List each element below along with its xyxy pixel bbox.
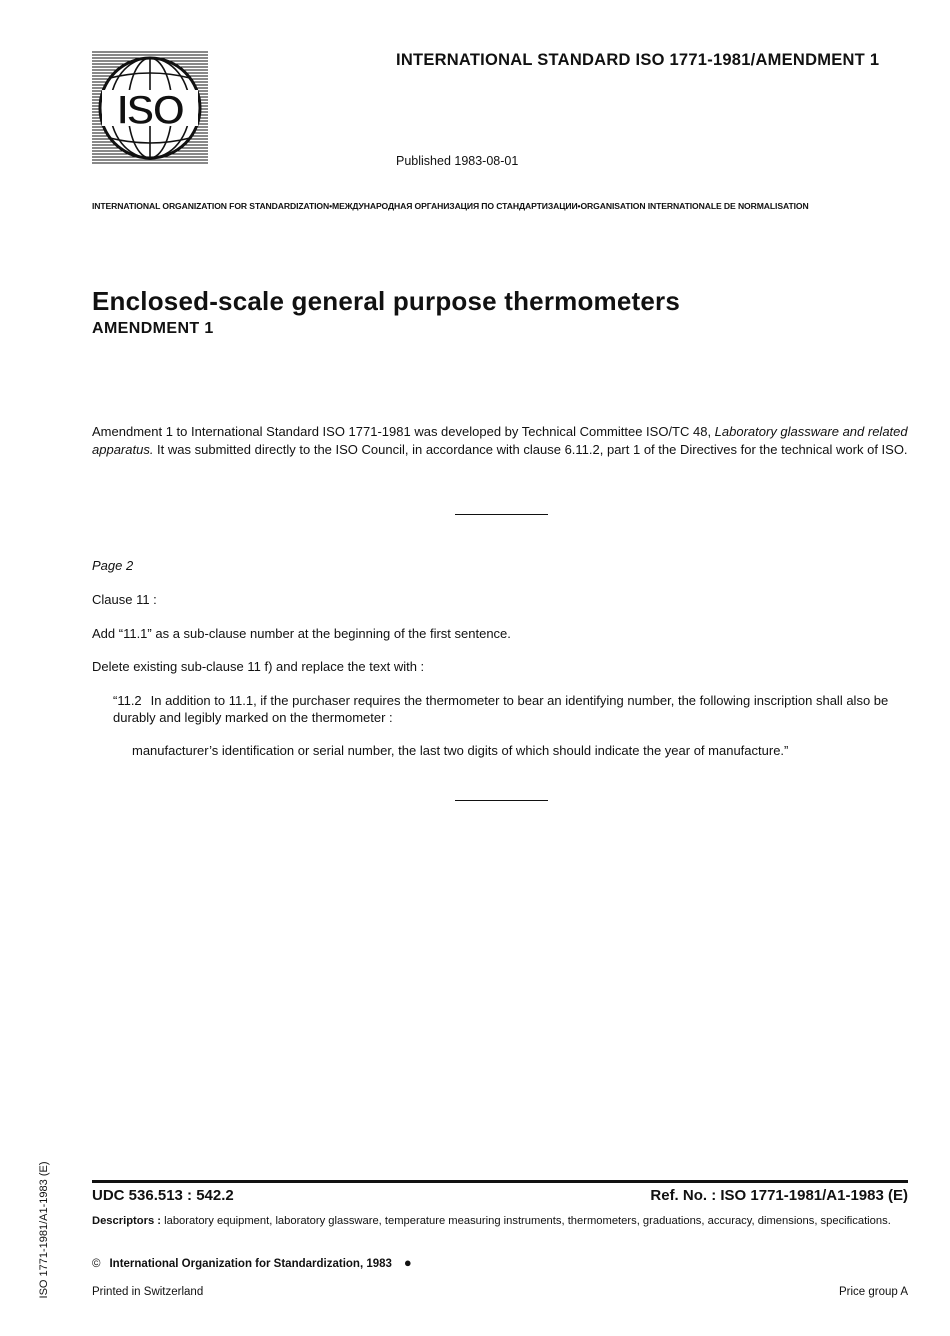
intro-paragraph [92, 423, 910, 459]
standard-id: INTERNATIONAL STANDARD ISO 1771-1981/AMENDMENT 1 [396, 51, 880, 69]
separator-rule [455, 514, 548, 515]
descriptors-label: Descriptors : [92, 1215, 162, 1227]
replacement-clause-number: “11.2 [113, 693, 142, 708]
copyright-symbol: © [92, 1258, 101, 1270]
descriptors [92, 1215, 908, 1228]
footer-rule [92, 1180, 908, 1183]
organization-line: INTERNATIONAL ORGANIZATION FOR STANDARDIZATION•МЕЖДУНАРОДНАЯ ОРГАНИЗАЦИЯ ПО СТАНДАРТИЗАЦИИ•ORGANISATION INTERNATIONALE DE NORMALISATION [92, 201, 809, 211]
printed-in: Printed in Switzerland [92, 1286, 204, 1298]
clause-heading: Clause 11 : [92, 592, 157, 607]
copyright-line [92, 1255, 412, 1270]
iso-logo-text: ISO [116, 86, 184, 133]
page-reference: Page 2 [92, 558, 134, 573]
copyright-text: International Organization for Standardization, 1983 [109, 1258, 392, 1270]
intro-text-2: It was submitted directly to the ISO Council, in accordance with clause 6.11.2, part 1 of the Directives for the technical work of ISO. [153, 442, 908, 457]
price-group: Price group A [838, 1286, 908, 1298]
replacement-inscription: manufacturer’s identification or serial number, the last two digits of which should indicate the year of manufacture.” [132, 743, 789, 758]
delete-instruction: Delete existing sub-clause 11 f) and replace the text with : [92, 659, 425, 674]
reference-number: Ref. No. : ISO 1771-1981/A1-1983 (E) [650, 1187, 908, 1204]
add-instruction: Add “11.1” as a sub-clause number at the beginning of the first sentence. [92, 626, 511, 641]
replacement-clause [113, 692, 910, 726]
separator-rule [455, 800, 548, 801]
published-date: Published 1983-08-01 [396, 154, 519, 168]
descriptors-text: laboratory equipment, laboratory glassware, temperature measuring instruments, thermometers, graduations, accuracy, dimensions, specifications. [161, 1215, 891, 1227]
intro-text-1: Amendment 1 to International Standard ISO 1771-1981 was developed by Technical Committee ISO/TC 48, [92, 424, 715, 439]
bullet-icon: ● [403, 1255, 412, 1270]
iso-logo [92, 50, 208, 166]
udc-code: UDC 536.513 : 542.2 [92, 1187, 234, 1204]
document-title: Enclosed-scale general purpose thermometers [92, 286, 681, 316]
document-subtitle: AMENDMENT 1 [92, 320, 214, 337]
side-document-code: ISO 1771-1981/A1-1983 (E) [38, 1161, 50, 1299]
replacement-clause-text: In addition to 11.1, if the purchaser requires the thermometer to bear an identifying number, the following inscription shall also be durably and legibly marked on the thermometer : [113, 693, 889, 725]
intro-committee-title: Laboratory glassware and related apparatus. [92, 424, 908, 457]
